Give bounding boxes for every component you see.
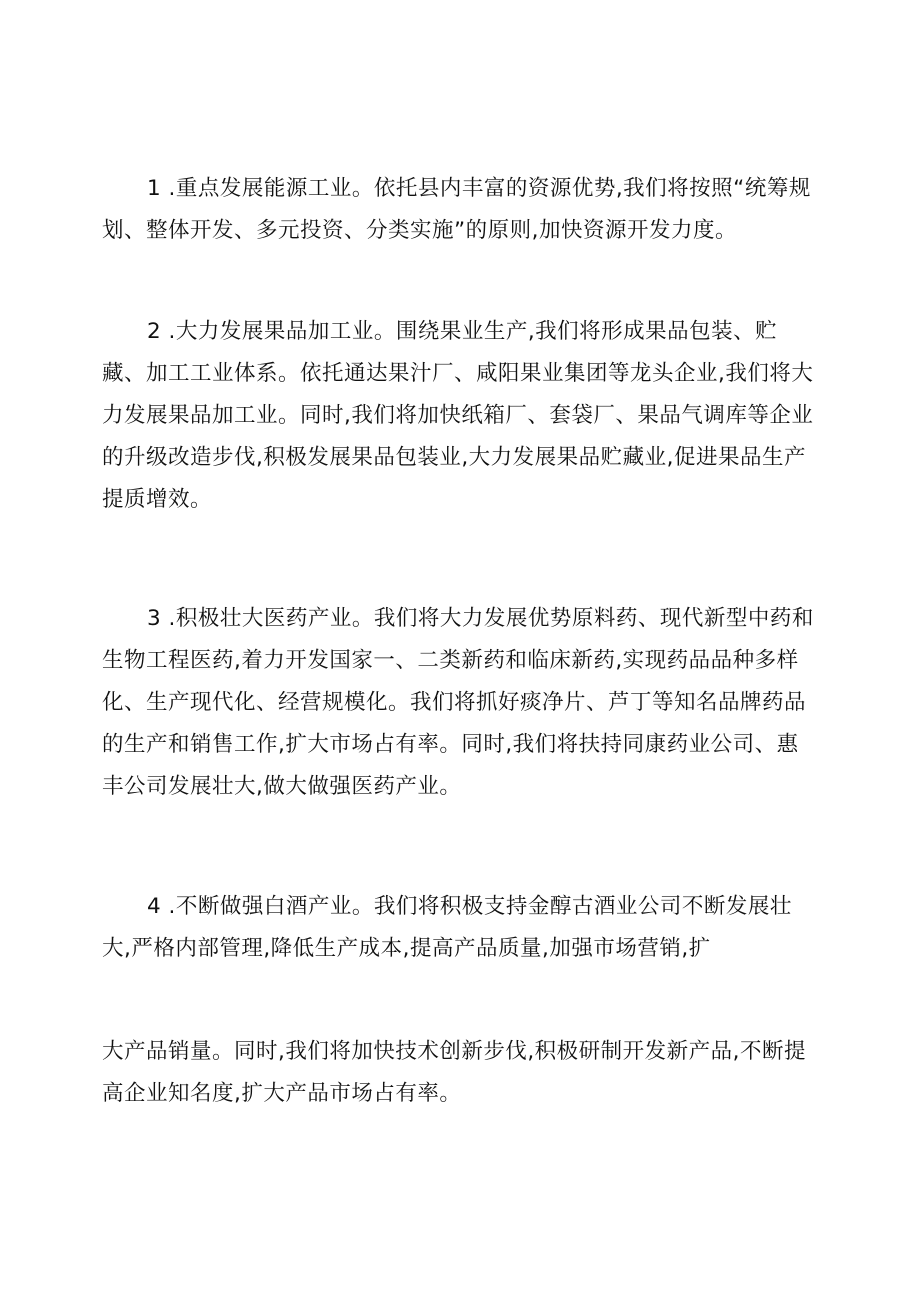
paragraph-liquor-industry-continued xyxy=(102,1031,822,1115)
text-line: 藏、加工工业体系。依托通达果汁厂、咸阳果业集团等龙头企业,我们将大 xyxy=(102,361,814,386)
text-line: 高企业知名度,扩大产品市场占有率。 xyxy=(102,1081,462,1106)
paragraph-energy-industry xyxy=(102,168,822,252)
text-line: 大产品销量。同时,我们将加快技术创新步伐,积极研制开发新产品,不断提 xyxy=(102,1039,807,1064)
text-line: 的升级改造步伐,积极发展果品包装业,大力发展果品贮藏业,促进果品生产 xyxy=(102,445,807,470)
text-line: 大,严格内部管理,降低生产成本,提高产品质量,加强市场营销,扩 xyxy=(102,936,711,961)
text-line: 的生产和销售工作,扩大市场占有率。同时,我们将扶持同康药业公司、惠 xyxy=(102,732,799,757)
text-line: 1 .重点发展能源工业。依托县内丰富的资源优势,我们将按照“统筹规 xyxy=(147,176,811,201)
text-line: 化、生产现代化、经营规模化。我们将抓好痰净片、芦丁等知名品牌药品 xyxy=(102,690,807,715)
text-line: 力发展果品加工业。同时,我们将加快纸箱厂、套袋厂、果品气调库等企业 xyxy=(102,403,814,428)
text-line: 提质增效。 xyxy=(102,487,213,512)
paragraph-liquor-industry xyxy=(102,886,822,970)
text-line: 3 .积极壮大医药产业。我们将大力发展优势原料药、现代新型中药和 xyxy=(147,606,814,631)
text-line: 丰公司发展壮大,做大做强医药产业。 xyxy=(102,774,462,799)
text-line: 生物工程医药,着力开发国家一、二类新药和临床新药,实现药品品种多样 xyxy=(102,648,799,673)
paragraph-pharmaceutical-industry xyxy=(102,598,822,808)
text-line: 2 .大力发展果品加工业。围绕果业生产,我们将形成果品包装、贮 xyxy=(147,319,778,344)
text-line: 4 .不断做强白酒产业。我们将积极支持金醇古酒业公司不断发展壮 xyxy=(147,894,792,919)
paragraph-fruit-processing xyxy=(102,311,822,521)
text-line: 划、整体开发、多元投资、分类实施”的原则,加快资源开发力度。 xyxy=(102,218,737,243)
